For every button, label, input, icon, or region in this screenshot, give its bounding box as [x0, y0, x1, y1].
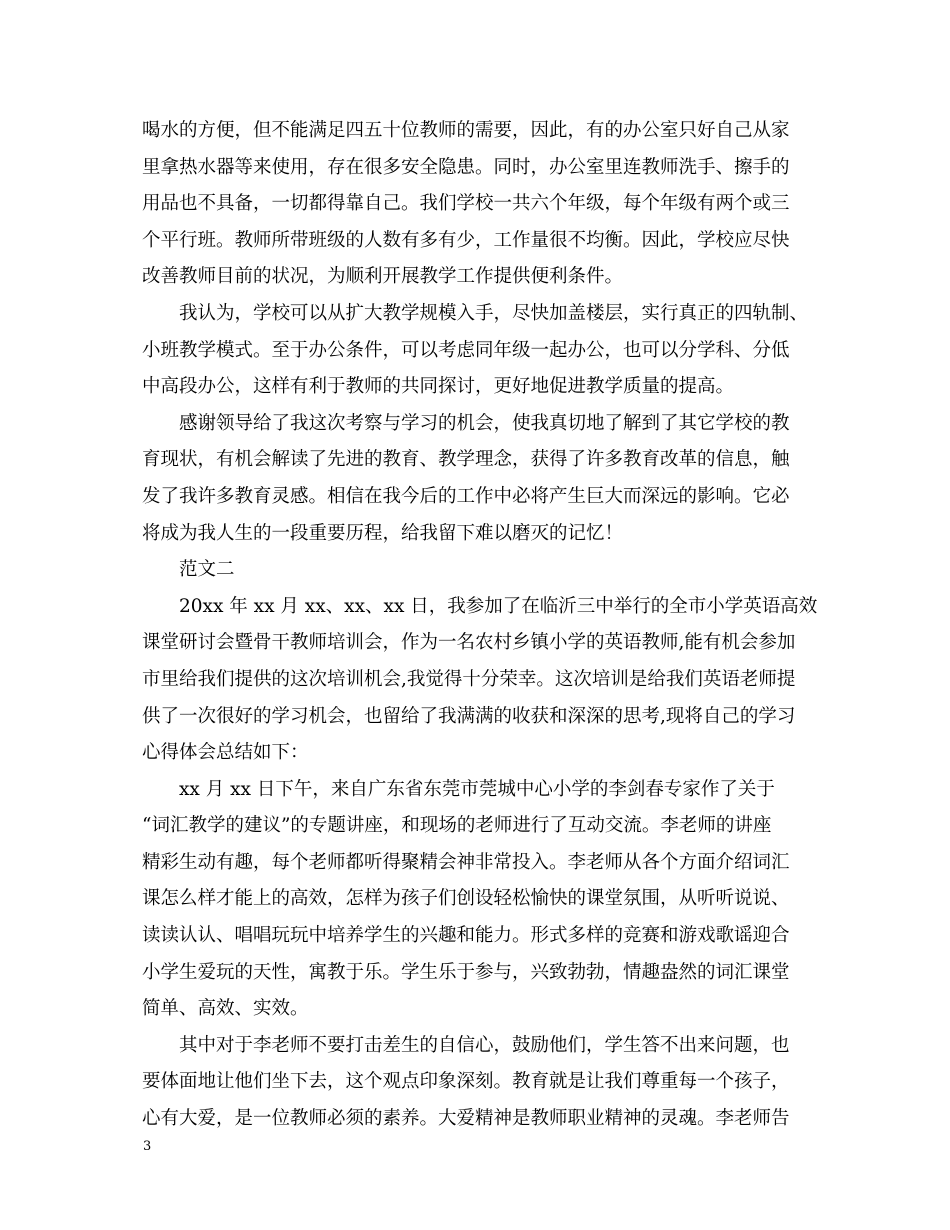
text-line: 其中对于李老师不要打击差生的自信心，鼓励他们，学生答不出来问题，也: [179, 1034, 790, 1056]
text-line: 供了一次很好的学习机会，也留给了我满满的收获和深深的思考,现将自己的学习: [142, 705, 796, 727]
text-line: 心有大爱，是一位教师必须的素养。大爱精神是教师职业精神的灵魂。李老师告: [142, 1108, 790, 1130]
text-line: 市里给我们提供的这次培训机会,我觉得十分荣幸。这次培训是给我们英语老师提: [142, 668, 796, 690]
text-line: 个平行班。教师所带班级的人数有多有少，工作量很不均衡。因此，学校应尽快: [142, 229, 790, 251]
text-line: 里拿热水器等来使用，存在很多安全隐患。同时，办公室里连教师洗手、擦手的: [142, 156, 790, 178]
text-line: 心得体会总结如下：: [142, 742, 309, 764]
text-line: 要体面地让他们坐下去，这个观点印象深刻。教育就是让我们尊重每一个孩子，: [142, 1071, 790, 1093]
text-line: 范文二: [179, 559, 235, 581]
text-line: 将成为我人生的一段重要历程，给我留下难以磨灭的记忆！: [142, 522, 624, 544]
text-line: 读读认认、唱唱玩玩中培养学生的兴趣和能力。形式多样的竞赛和游戏歌谣迎合: [142, 925, 790, 947]
text-line: 喝水的方便，但不能满足四五十位教师的需要，因此，有的办公室只好自己从家: [142, 120, 790, 141]
text-line: “词汇教学的建议”的专题讲座，和现场的老师进行了互动交流。李老师的讲座: [142, 815, 772, 837]
text-line: 用品也不具备，一切都得靠自己。我们学校一共六个年级，每个年级有两个或三: [142, 193, 790, 215]
text-line: 发了我许多教育灵感。相信在我今后的工作中必将产生巨大而深远的影响。它必: [142, 485, 790, 507]
text-line: 小学生爱玩的天性，寓教于乐。学生乐于参与，兴致勃勃，情趣盎然的词汇课堂: [142, 961, 790, 983]
text-line: 小班教学模式。至于办公条件，可以考虑同年级一起办公，也可以分学科、分低: [142, 339, 790, 361]
text-line: 感谢领导给了我这次考察与学习的机会，使我真切地了解到了其它学校的教: [179, 412, 790, 434]
text-line: 改善教师目前的状况，为顺利开展教学工作提供便利条件。: [142, 266, 624, 288]
text-line: 课怎么样才能上的高效，怎样为孩子们创设轻松愉快的课堂氛围，从听听说说、: [142, 888, 790, 910]
text-line: 精彩生动有趣，每个老师都听得聚精会神非常投入。李老师从各个方面介绍词汇: [142, 851, 790, 873]
text-line: 我认为，学校可以从扩大教学规模入手，尽快加盖楼层，实行真正的四轨制、: [179, 302, 809, 324]
text-line: 简单、高效、实效。: [142, 998, 309, 1020]
text-line: xx 月 xx 日下午，来自广东省东莞市莞城中心小学的李剑春专家作了关于: [179, 778, 775, 800]
page-number: 3: [143, 1139, 152, 1154]
text-line: 中高段办公，这样有利于教师的共同探讨，更好地促进教学质量的提高。: [142, 376, 735, 398]
document-body: [142, 113, 827, 1138]
text-line: 课堂研讨会暨骨干教师培训会，作为一名农村乡镇小学的英语教师,能有机会参加: [142, 632, 796, 654]
text-line: 育现状，有机会解读了先进的教育、教学理念，获得了许多教育改革的信息，触: [142, 449, 790, 471]
text-line: 20xx 年 xx 月 xx、xx、xx 日，我参加了在临沂三中举行的全市小学英语高效: [179, 595, 818, 617]
